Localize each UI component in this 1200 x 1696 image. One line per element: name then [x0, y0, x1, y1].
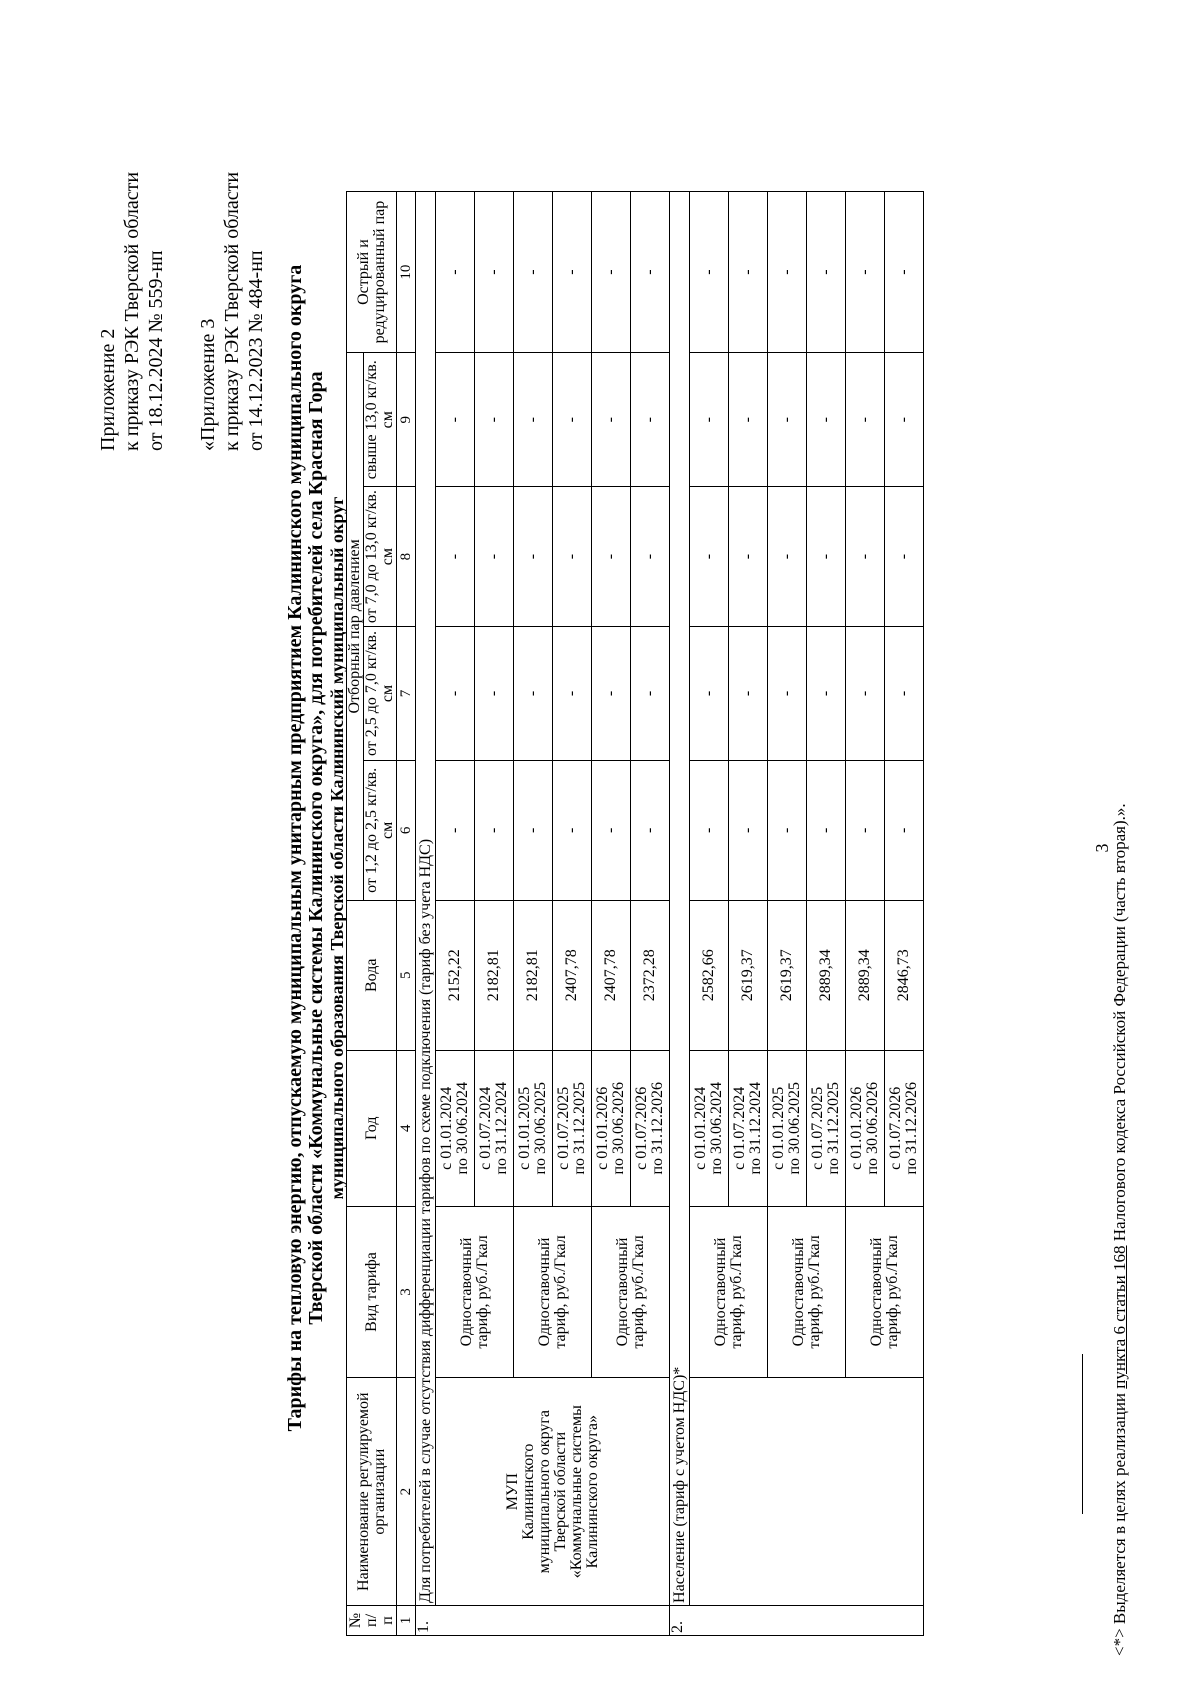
approval-block-previous: [196, 172, 268, 451]
period-cell: [592, 1050, 631, 1206]
tariff-type-line: тариф, руб./Гкал: [883, 1235, 901, 1349]
pressure-3-value: -: [885, 487, 924, 627]
tariff-type-line: Одноставочный: [789, 1237, 807, 1347]
period-line: с 01.01.2026: [848, 1086, 865, 1170]
period-line: с 01.07.2025: [555, 1086, 572, 1170]
column-number: 4: [397, 1050, 416, 1206]
sharp-steam-value: -: [592, 192, 631, 353]
pressure-3-value: -: [475, 487, 514, 627]
footnote-link[interactable]: пункта 6 статьи 168: [1110, 1245, 1129, 1389]
column-number: 3: [397, 1206, 416, 1378]
period-line: по 31.12.2025: [825, 1081, 842, 1175]
approval-block-current: [96, 172, 168, 451]
sharp-steam-value: -: [436, 192, 475, 353]
pressure-1-value: -: [807, 761, 846, 901]
period-line: по 30.06.2024: [454, 1081, 471, 1175]
water-value: 2846,73: [885, 900, 924, 1050]
organization-name-line: Калининского: [519, 1443, 537, 1540]
pressure-1-value: -: [475, 761, 514, 901]
pressure-1-value: -: [436, 761, 475, 901]
organization-name-line: Калининского округа»: [583, 1414, 601, 1569]
pressure-3-value: -: [592, 487, 631, 627]
period-cell: [690, 1050, 729, 1206]
period-cell: [631, 1050, 670, 1206]
tariff-type-line: тариф, руб./Гкал: [727, 1235, 745, 1349]
sharp-steam-value: -: [514, 192, 553, 353]
period-line: по 30.06.2025: [532, 1081, 549, 1175]
pressure-3-value: -: [846, 487, 885, 627]
period-line: по 30.06.2025: [786, 1081, 803, 1175]
header-tariff-type: Вид тарифа: [347, 1206, 397, 1378]
section-number: 2.: [670, 1605, 924, 1635]
period-cell: [475, 1050, 514, 1206]
period-line: с 01.01.2025: [516, 1086, 533, 1170]
tariff-type-cell: [690, 1206, 768, 1378]
table-header-row: [347, 192, 364, 1636]
period-cell: [885, 1050, 924, 1206]
pressure-4-value: -: [885, 353, 924, 487]
period-cell: [807, 1050, 846, 1206]
pressure-3-value: -: [436, 487, 475, 627]
footnote: [1110, 803, 1130, 1656]
section-row: [416, 192, 436, 1636]
period-line: по 31.12.2026: [903, 1081, 920, 1175]
period-cell: [846, 1050, 885, 1206]
water-value: 2372,28: [631, 900, 670, 1050]
period-line: по 31.12.2024: [493, 1081, 510, 1175]
header-extraction-steam: Отборный пар давлением: [347, 353, 364, 901]
document-title-line-2: Тверской области «Коммунальные системы Калининского округа», для потребителей села Красная Гора: [305, 371, 327, 1325]
pressure-3-value: -: [631, 487, 670, 627]
pressure-4-value: -: [846, 353, 885, 487]
period-cell: [768, 1050, 807, 1206]
period-line: с 01.07.2025: [809, 1086, 826, 1170]
tariff-type-cell: [592, 1206, 670, 1378]
pressure-3-value: -: [553, 487, 592, 627]
pressure-2-value: -: [885, 626, 924, 760]
tariff-type-cell: [436, 1206, 514, 1378]
tariff-type-cell: [768, 1206, 846, 1378]
header-year: Год: [347, 1050, 397, 1206]
pressure-4-value: -: [553, 353, 592, 487]
water-value: 2182,81: [475, 900, 514, 1050]
approval-line: от 14.12.2023 № 484-нп: [245, 250, 267, 451]
approval-line: к приказу РЭК Тверской области: [121, 171, 143, 451]
tariff-type-line: Одноставочный: [613, 1237, 631, 1347]
column-number: 6: [397, 761, 416, 901]
tariff-type-line: тариф, руб./Гкал: [629, 1235, 647, 1349]
header-pressure-1: от 1,2 до 2,5 кг/кв. см: [364, 761, 397, 901]
pressure-1-value: -: [514, 761, 553, 901]
pressure-2-value: -: [436, 626, 475, 760]
tariff-type-line: тариф, руб./Гкал: [473, 1235, 491, 1349]
water-value: 2619,37: [729, 900, 768, 1050]
pressure-4-value: -: [690, 353, 729, 487]
pressure-1-value: -: [631, 761, 670, 901]
period-line: по 31.12.2025: [571, 1081, 588, 1175]
pressure-2-value: -: [768, 626, 807, 760]
tariff-type-cell: [846, 1206, 924, 1378]
section-row: [670, 192, 690, 1636]
footnote-text: Налогового кодекса Российской Федерации (часть вторая).».: [1110, 803, 1129, 1246]
approval-line: к приказу РЭК Тверской области: [221, 171, 243, 451]
sharp-steam-value: -: [553, 192, 592, 353]
header-water: Вода: [347, 900, 397, 1050]
organization-cell: [436, 1378, 670, 1606]
document-title-line-1: Тарифы на тепловую энергию, отпускаемую муниципальным унитарным предприятием Калининского муниципального округа: [284, 264, 306, 1432]
water-value: 2619,37: [768, 900, 807, 1050]
pressure-3-value: -: [807, 487, 846, 627]
approval-line: Приложение 2: [97, 328, 119, 451]
table-body: [416, 192, 924, 1636]
pressure-2-value: -: [553, 626, 592, 760]
sharp-steam-value: -: [846, 192, 885, 353]
pressure-3-value: -: [729, 487, 768, 627]
period-line: по 31.12.2026: [649, 1081, 666, 1175]
pressure-1-value: -: [729, 761, 768, 901]
period-line: с 01.07.2026: [887, 1086, 904, 1170]
header-organization: Наименование регулируемой организации: [347, 1378, 397, 1606]
header-sharp-steam: Острый и редуцированный пар: [347, 192, 397, 353]
organization-name-line: МУП: [503, 1473, 521, 1511]
water-value: 2889,34: [846, 900, 885, 1050]
pressure-2-value: -: [690, 626, 729, 760]
pressure-1-value: -: [885, 761, 924, 901]
pressure-3-value: -: [514, 487, 553, 627]
pressure-1-value: -: [592, 761, 631, 901]
pressure-1-value: -: [553, 761, 592, 901]
period-line: по 30.06.2024: [708, 1081, 725, 1175]
organization-name-line: Тверской области: [551, 1431, 569, 1552]
period-line: по 30.06.2026: [610, 1081, 627, 1175]
period-line: с 01.01.2026: [594, 1086, 611, 1170]
pressure-3-value: -: [690, 487, 729, 627]
sharp-steam-value: -: [729, 192, 768, 353]
tariff-type-line: тариф, руб./Гкал: [551, 1235, 569, 1349]
approval-line: от 18.12.2024 № 559-нп: [145, 250, 167, 451]
pressure-2-value: -: [729, 626, 768, 760]
pressure-4-value: -: [514, 353, 553, 487]
pressure-1-value: -: [768, 761, 807, 901]
pressure-1-value: -: [846, 761, 885, 901]
page-number: 3: [1092, 843, 1112, 853]
pressure-4-value: -: [592, 353, 631, 487]
period-line: по 30.06.2026: [864, 1081, 881, 1175]
sharp-steam-value: -: [475, 192, 514, 353]
header-pressure-3: от 7,0 до 13,0 кг/кв. см: [364, 487, 397, 627]
water-value: 2582,66: [690, 900, 729, 1050]
table-row: [436, 192, 475, 1636]
pressure-3-value: -: [768, 487, 807, 627]
sharp-steam-value: -: [885, 192, 924, 353]
column-number: 8: [397, 487, 416, 627]
pressure-4-value: -: [768, 353, 807, 487]
footnote-text: <*> Выделяется в целях реализации: [1110, 1388, 1129, 1656]
pressure-2-value: -: [846, 626, 885, 760]
period-line: с 01.01.2025: [770, 1086, 787, 1170]
period-line: по 31.12.2024: [747, 1081, 764, 1175]
sharp-steam-value: -: [807, 192, 846, 353]
water-value: 2407,78: [553, 900, 592, 1050]
column-number: 5: [397, 900, 416, 1050]
water-value: 2152,22: [436, 900, 475, 1050]
water-value: 2182,81: [514, 900, 553, 1050]
pressure-2-value: -: [514, 626, 553, 760]
tariff-type-line: Одноставочный: [867, 1237, 885, 1347]
section-title: Население (тариф с учетом НДС)*: [670, 192, 690, 1606]
water-value: 2889,34: [807, 900, 846, 1050]
pressure-4-value: -: [729, 353, 768, 487]
organization-cell: [690, 1378, 924, 1606]
organization-name-line: муниципального округа: [535, 1409, 553, 1574]
period-cell: [514, 1050, 553, 1206]
period-line: с 01.07.2024: [731, 1086, 748, 1170]
pressure-2-value: -: [475, 626, 514, 760]
column-number: 10: [397, 192, 416, 353]
tariff-type-line: Одноставочный: [711, 1237, 729, 1347]
period-line: с 01.01.2024: [692, 1086, 709, 1170]
tariff-type-line: тариф, руб./Гкал: [805, 1235, 823, 1349]
approval-line: «Приложение 3: [197, 318, 219, 451]
sharp-steam-value: -: [768, 192, 807, 353]
pressure-2-value: -: [807, 626, 846, 760]
period-cell: [553, 1050, 592, 1206]
document-title-line-3: муниципального образования Тверской области Калининский муниципальный округ: [327, 496, 347, 1200]
water-value: 2407,78: [592, 900, 631, 1050]
tariff-type-line: Одноставочный: [457, 1237, 475, 1347]
column-number: 7: [397, 626, 416, 760]
period-line: с 01.01.2024: [438, 1086, 455, 1170]
header-pressure-4: свыше 13,0 кг/кв. см: [364, 353, 397, 487]
pressure-4-value: -: [631, 353, 670, 487]
header-pressure-2: от 2,5 до 7,0 кг/кв. см: [364, 626, 397, 760]
footnote-separator: [1082, 1354, 1083, 1514]
period-line: с 01.07.2026: [633, 1086, 650, 1170]
pressure-4-value: -: [436, 353, 475, 487]
table-row: [690, 192, 729, 1636]
sharp-steam-value: -: [631, 192, 670, 353]
column-number-row: [397, 192, 416, 1636]
organization-name-line: «Коммунальные системы: [567, 1405, 585, 1579]
pressure-4-value: -: [807, 353, 846, 487]
column-number: 1: [397, 1605, 416, 1635]
pressure-2-value: -: [631, 626, 670, 760]
period-cell: [729, 1050, 768, 1206]
section-number: 1.: [416, 1605, 670, 1635]
pressure-1-value: -: [690, 761, 729, 901]
column-number: 9: [397, 353, 416, 487]
section-title: Для потребителей в случае отсутствия дифференциации тарифов по схеме подключения (тариф без учета НДС): [416, 192, 436, 1606]
period-line: с 01.07.2024: [477, 1086, 494, 1170]
pressure-4-value: -: [475, 353, 514, 487]
sharp-steam-value: -: [690, 192, 729, 353]
header-num: № п/ п: [347, 1605, 397, 1635]
tariff-type-line: Одноставочный: [535, 1237, 553, 1347]
pressure-2-value: -: [592, 626, 631, 760]
tariff-type-cell: [514, 1206, 592, 1378]
column-number: 2: [397, 1378, 416, 1606]
tariff-table: [346, 191, 924, 1636]
period-cell: [436, 1050, 475, 1206]
